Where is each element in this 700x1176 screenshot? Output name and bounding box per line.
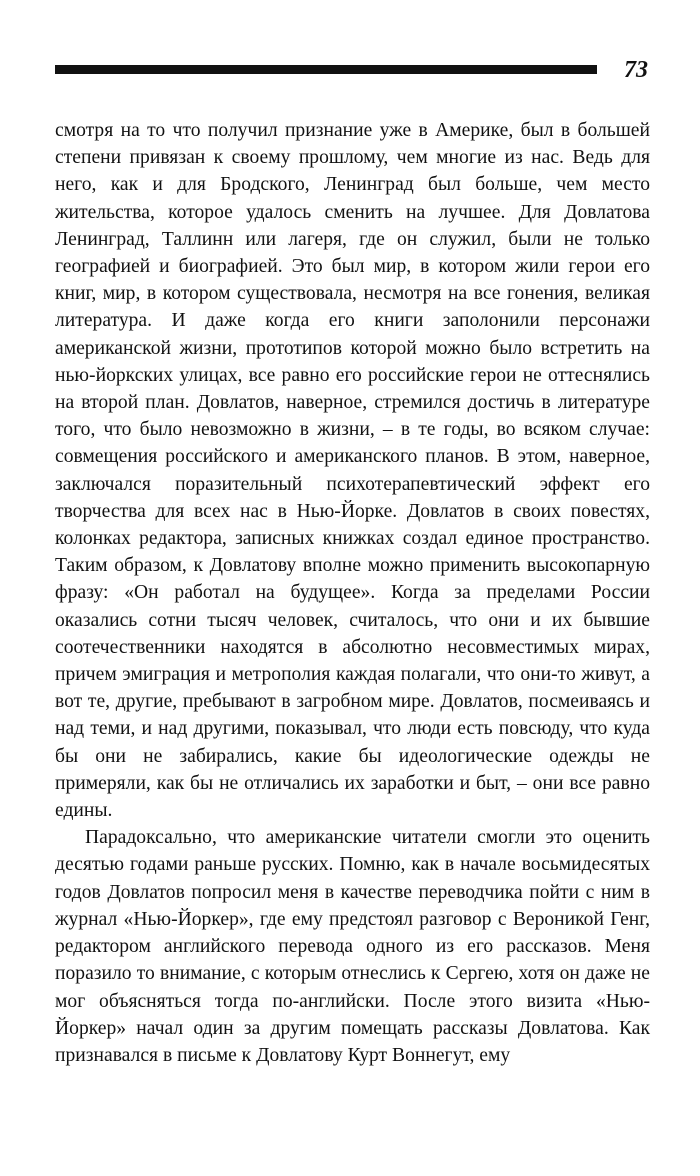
body-paragraph-2: Парадоксально, что американские читатели смогли это оценить десятью годами раньше русских. Помню, как в начале восьмидесятых годов Довлатов попросил меня в качестве переводчика пойти с ним в журнал «Нью-Йоркер», где ему предстоял разговор с Вероникой Генг, редактором английского перевода одного из его рассказов. Меня поразило то внимание, с которым отнеслись к Сергею, хотя он даже не мог объясняться тогда по-английски. После этого визита «Нью-Йоркер» начал один за другим помещать рассказы Довлатова. Как признавался в письме к Довлатову Курт Воннегут, ему	[55, 827, 650, 1066]
page-body	[55, 117, 650, 1069]
body-paragraph-1: смотря на то что получил признание уже в Америке, был в большей степени привязан к своему прошлому, чем многие из нас. Ведь для него, как и для Бродского, Ленинград был больше, чем место жительства, которое удалось сменить на лучшее. Для Довлатова Ленинград, Таллинн или лагеря, где он служил, были не только географией и биографией. Это был мир, в котором жили герои его книг, мир, в котором существовала, несмотря на все гонения, великая литература. И даже когда его книги заполонили персонажи американской жизни, прототипов которой можно было встретить на нью-йоркских улицах, все равно его российские герои не оттеснялись на второй план. Довлатов, наверное, стремился достичь в литературе того, что было невозможно в жизни, – в те годы, во всяком случае: совмещения российского и американского планов. В этом, наверное, заключался поразительный психотерапевтический эффект его творчества для всех нас в Нью-Йорке. Довлатов в своих повестях, колонках редактора, записных книжках создал единое пространство. Таким образом, к Довлатову вполне можно применить высокопарную фразу: «Он работал на будущее». Когда за пределами России оказались сотни тысяч человек, считалось, что они и их бывшие соотечественники находятся в абсолютно несовместимых мирах, причем эмиграция и метрополия каждая полагали, что они-то живут, а вот те, другие, пребывают в загробном мире. Довлатов, посмеиваясь и над теми, и над другими, показывал, что люди есть повсюду, что куда бы они не забирались, какие бы идеологические одежды не примеряли, как бы не отличались их заработки и быт, – они все равно едины.	[55, 120, 650, 822]
header-rule	[55, 65, 597, 74]
page-number: 73	[624, 57, 648, 83]
page-header	[55, 57, 650, 85]
